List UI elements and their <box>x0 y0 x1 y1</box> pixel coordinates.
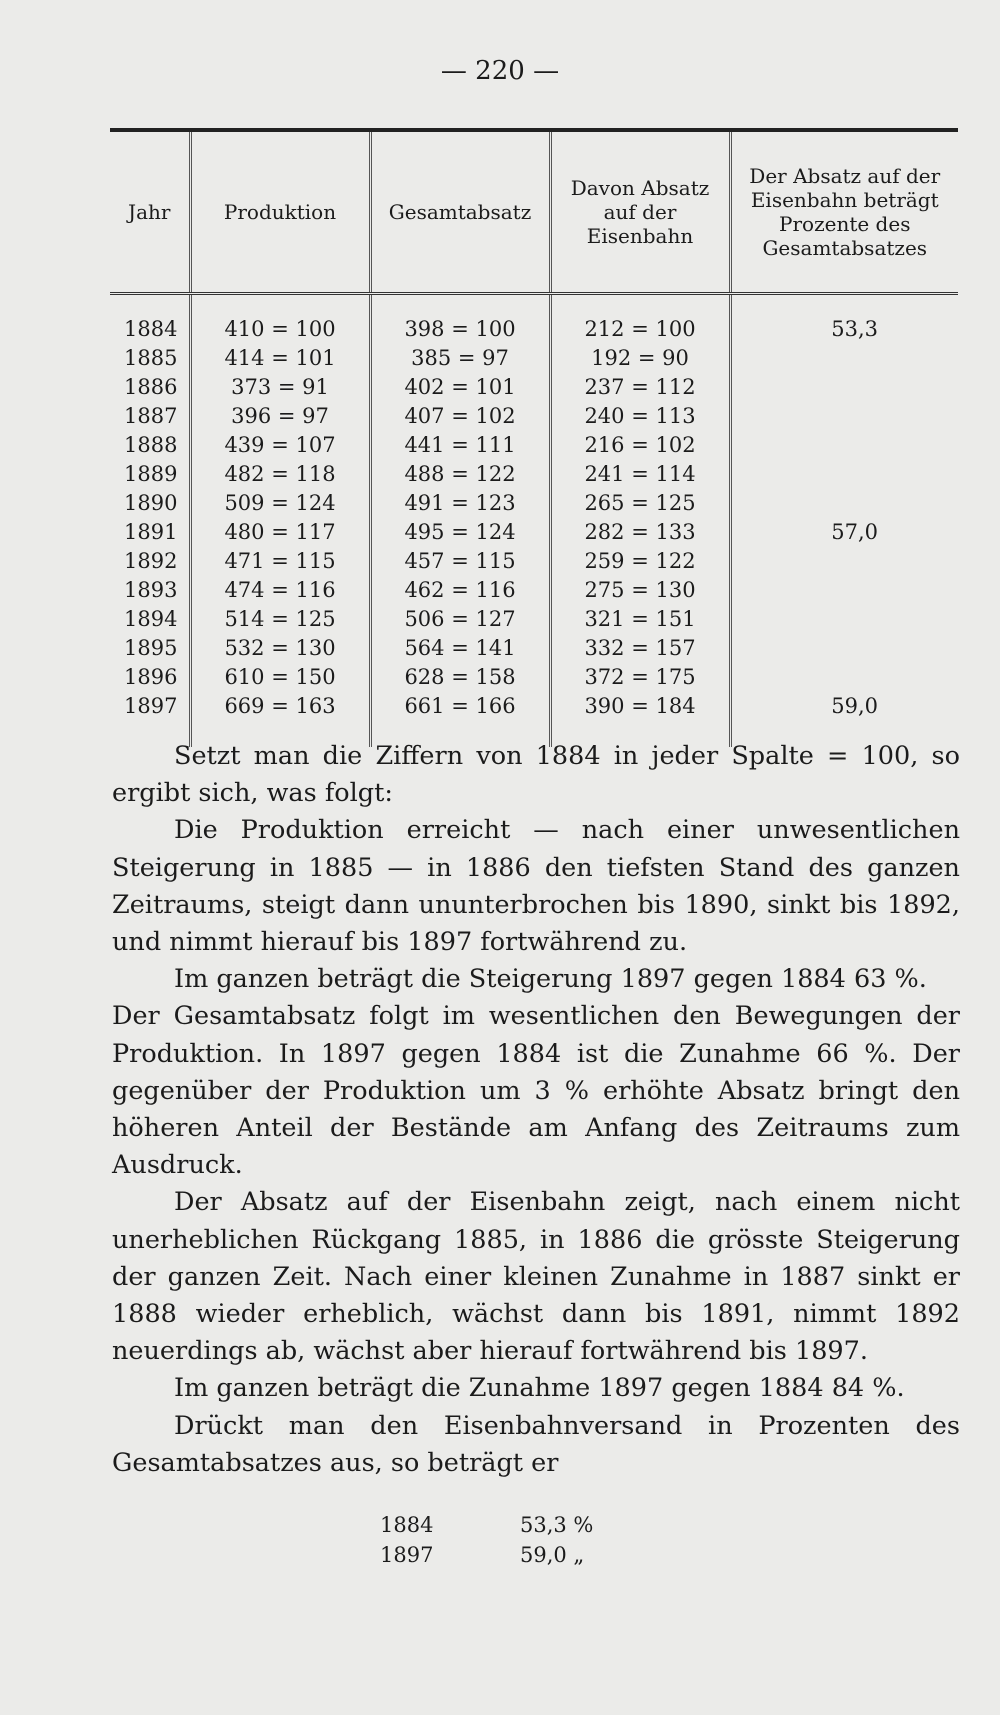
table-cell-rail-sales: 372 = 175 <box>550 663 730 692</box>
table-row <box>110 605 958 634</box>
table-cell-total-sales: 457 = 115 <box>370 547 550 576</box>
table-body <box>110 294 958 748</box>
table-cell-year: 1893 <box>124 578 178 602</box>
page-number: — 220 — <box>440 56 560 86</box>
table-row <box>110 373 958 402</box>
paragraph: Der Gesamtabsatz folgt im wesentlichen den Bewegungen der Produktion. In 1897 gegen 1884 ist die Zunahme 66 %. Der gegenüber der Produktion um 3 % erhöhte Absatz bringt den höheren Anteil der Bestände am Anfang des Zeitraums zum Ausdruck. <box>112 1001 960 1181</box>
table-cell-rail-percent <box>730 634 958 663</box>
table-cell-production: 532 = 130 <box>190 634 370 663</box>
table-cell-production: 373 = 91 <box>190 373 370 402</box>
summary-year: 1884 <box>380 1513 434 1537</box>
table-cell-year: 1892 <box>124 549 178 573</box>
table-cell-rail-sales: 237 = 112 <box>550 373 730 402</box>
table-cell-rail-percent <box>730 663 958 692</box>
table-row <box>110 402 958 431</box>
table-cell-rail-percent <box>730 605 958 634</box>
table-cell-rail-percent <box>730 402 958 431</box>
table-cell-production: 471 = 115 <box>190 547 370 576</box>
table-cell-rail-percent: 59,0 <box>730 692 958 747</box>
summary-row <box>380 1510 593 1540</box>
table-cell-rail-sales: 240 = 113 <box>550 402 730 431</box>
table-cell-rail-percent <box>730 460 958 489</box>
paragraph: Die Produktion erreicht — nach einer unwesentlichen Steigerung in 1885 — in 1886 den tiefsten Stand des ganzen Zeitraums, steigt dann ununterbrochen bis 1890, sinkt bis 1892, und nimmt hierauf bis 1897 fortwährend zu. <box>112 815 960 958</box>
table-cell-year: 1889 <box>124 462 178 486</box>
table-header-row <box>110 132 958 294</box>
summary-value: 53,3 % <box>520 1513 594 1537</box>
table-row <box>110 663 958 692</box>
table-row <box>110 460 958 489</box>
paragraph: Im ganzen beträgt die Steigerung 1897 gegen 1884 63 %. <box>174 964 927 995</box>
table-row <box>110 634 958 663</box>
header-rail-sales: Davon Absatz auf der Eisenbahn <box>550 132 730 294</box>
table-row <box>110 518 958 547</box>
table-cell-production: 509 = 124 <box>190 489 370 518</box>
paragraph: Setzt man die Ziffern von 1884 in jeder Spalte = 100, so ergibt sich, was folgt: <box>112 741 960 809</box>
header-production: Produktion <box>190 132 370 294</box>
table-cell-year: 1886 <box>124 375 178 399</box>
summary-list <box>380 1510 593 1570</box>
table-cell-production: 410 = 100 <box>190 294 370 345</box>
table-cell-year: 1890 <box>124 491 178 515</box>
table-row <box>110 294 958 345</box>
table-cell-rail-sales: 321 = 151 <box>550 605 730 634</box>
summary-value: 59,0 „ <box>520 1543 585 1567</box>
table-cell-rail-sales: 259 = 122 <box>550 547 730 576</box>
table-cell-rail-sales: 241 = 114 <box>550 460 730 489</box>
table-cell-production: 482 = 118 <box>190 460 370 489</box>
table-row <box>110 344 958 373</box>
table-cell-total-sales: 628 = 158 <box>370 663 550 692</box>
table-cell-total-sales: 488 = 122 <box>370 460 550 489</box>
table-cell-rail-sales: 192 = 90 <box>550 344 730 373</box>
body-text <box>112 738 960 1482</box>
table-cell-rail-sales: 275 = 130 <box>550 576 730 605</box>
table-cell-rail-sales: 216 = 102 <box>550 431 730 460</box>
table-cell-production: 396 = 97 <box>190 402 370 431</box>
table-cell-rail-sales: 332 = 157 <box>550 634 730 663</box>
table-cell-rail-sales: 282 = 133 <box>550 518 730 547</box>
table-cell-production: 480 = 117 <box>190 518 370 547</box>
table-cell-total-sales: 495 = 124 <box>370 518 550 547</box>
table-cell-production: 414 = 101 <box>190 344 370 373</box>
table-cell-production: 439 = 107 <box>190 431 370 460</box>
summary-year: 1897 <box>380 1543 434 1567</box>
table-row <box>110 576 958 605</box>
table-cell-rail-percent <box>730 373 958 402</box>
table-cell-total-sales: 398 = 100 <box>370 294 550 345</box>
paragraph: Im ganzen beträgt die Zunahme 1897 gegen 1884 84 %. <box>174 1373 905 1404</box>
table-cell-production: 610 = 150 <box>190 663 370 692</box>
table-row <box>110 489 958 518</box>
table-cell-rail-sales: 390 = 184 <box>550 692 730 747</box>
table-cell-rail-percent <box>730 431 958 460</box>
table-cell-rail-percent <box>730 547 958 576</box>
paragraph: Drückt man den Eisenbahnversand in Prozenten des Gesamtabsatzes aus, so beträgt er <box>112 1410 960 1478</box>
table-cell-rail-sales: 212 = 100 <box>550 294 730 345</box>
table-cell-total-sales: 564 = 141 <box>370 634 550 663</box>
table-cell-rail-percent <box>730 489 958 518</box>
paragraph: Der Absatz auf der Eisenbahn zeigt, nach einem nicht unerheblichen Rückgang 1885, in 1886 die grösste Steigerung der ganzen Zeit. Nach einer kleinen Zunahme in 1887 sinkt er 1888 wieder erheblich, wächst dann bis 1891, nimmt 1892 neuerdings ab, wächst aber hierauf fortwährend bis 1897. <box>112 1187 960 1367</box>
table-cell-rail-percent <box>730 344 958 373</box>
header-year: Jahr <box>110 132 190 294</box>
table-cell-total-sales: 402 = 101 <box>370 373 550 402</box>
table-cell-rail-percent: 57,0 <box>730 518 958 547</box>
table-cell-year: 1895 <box>124 636 178 660</box>
table-cell-year: 1894 <box>124 607 178 631</box>
table-cell-year: 1896 <box>124 665 178 689</box>
table-cell-production: 514 = 125 <box>190 605 370 634</box>
table-row <box>110 547 958 576</box>
table-cell-total-sales: 491 = 123 <box>370 489 550 518</box>
table-cell-year: 1891 <box>124 520 178 544</box>
table-cell-total-sales: 506 = 127 <box>370 605 550 634</box>
table-cell-year: 1884 <box>124 317 178 341</box>
table-cell-year: 1887 <box>124 404 178 428</box>
table-cell-year: 1888 <box>124 433 178 457</box>
table-cell-rail-percent <box>730 576 958 605</box>
table-cell-total-sales: 385 = 97 <box>370 344 550 373</box>
statistics-table <box>110 128 958 747</box>
table-cell-production: 669 = 163 <box>190 692 370 747</box>
table-cell-total-sales: 661 = 166 <box>370 692 550 747</box>
table-cell-year: 1897 <box>124 694 178 718</box>
table-cell-total-sales: 441 = 111 <box>370 431 550 460</box>
table-cell-total-sales: 462 = 116 <box>370 576 550 605</box>
summary-row <box>380 1540 593 1570</box>
table-cell-rail-sales: 265 = 125 <box>550 489 730 518</box>
table-cell-year: 1885 <box>124 346 178 370</box>
header-total-sales: Gesamtabsatz <box>370 132 550 294</box>
table-row <box>110 431 958 460</box>
table-cell-production: 474 = 116 <box>190 576 370 605</box>
table-cell-rail-percent: 53,3 <box>730 294 958 345</box>
header-rail-percent: Der Absatz auf der Eisenbahn beträgt Prozente des Gesamtabsatzes <box>730 132 958 294</box>
table-cell-total-sales: 407 = 102 <box>370 402 550 431</box>
